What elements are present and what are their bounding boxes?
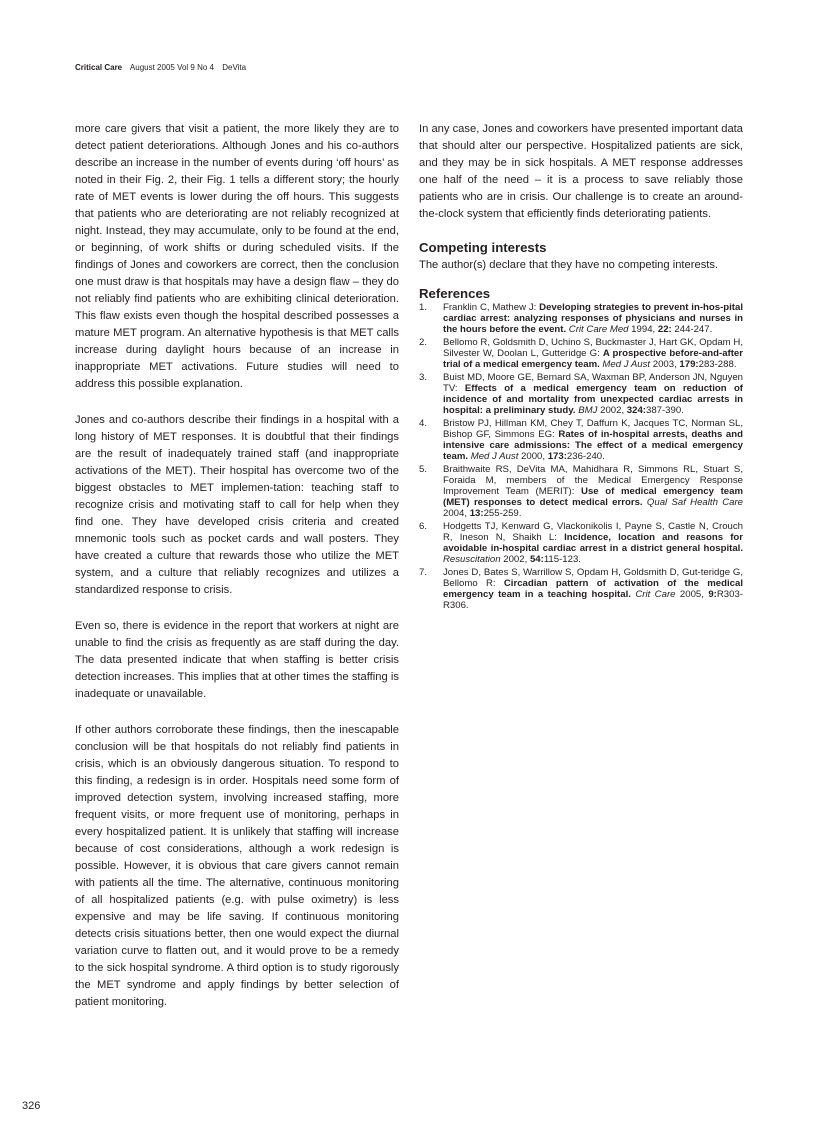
reference-authors: Bellomo R, Goldsmith D, Uchino S, Buckmaster J, Hart GK, Opdam H, Silvester W, Doolan L, Gutteridge G:	[443, 337, 743, 359]
body-paragraph: If other authors corroborate these findings, then the inescapable conclusion will be that hospitals do not reliably find patients in crisis, which is an obviously dangerous situation. To respond to this finding, a redesign is in order. Hospitals need some form of improved detection system, involving increased staffing, more frequent visits, or more frequent use of monitoring, perhaps in every hospitalized patient. It is unlikely that staffing will increase because of cost considerations, although a work redesign is possible. However, it is obvious that care givers cannot remain with patients all the time. The alternative, continuous monitoring of all hospitalized patients (e.g. with pulse oximetry) is less expensive and may be life saving. If continuous monitoring detects crisis situations better, then one would expect the diurnal variation curve to flatten out, and it would prove to be a remedy to the sick hospital syndrome. A third option is to study rigorously the MET syndrome and apply findings by better selection of patient monitoring.	[75, 724, 399, 1008]
reference-number: 5.	[419, 464, 428, 475]
reference-pages: 236-240.	[566, 451, 605, 462]
references-heading: References	[419, 286, 491, 301]
reference-year: 2005,	[675, 589, 709, 600]
reference-journal: Crit Care	[630, 589, 676, 600]
left-column	[75, 121, 399, 1030]
reference-authors: Braithwaite RS, DeVita MA, Mahidhara R, Simmons RL, Stuart S, Foraida M, members of the Medical Emergency Response Improvement Team (MERIT):	[443, 464, 743, 497]
reference-journal: Resuscitation	[443, 554, 501, 565]
issue-info: August 2005 Vol 9 No 4	[129, 63, 214, 72]
reference-year: 2003,	[650, 359, 680, 370]
header-author: DeVita	[222, 63, 247, 72]
reference-item	[419, 567, 743, 611]
reference-journal: Med J Aust	[599, 359, 651, 370]
reference-year: 2002,	[597, 405, 627, 416]
running-header	[75, 63, 246, 73]
reference-pages: 115-123.	[543, 554, 581, 565]
reference-authors: Bristow PJ, Hillman KM, Chey T, Daffurn K, Jacques TC, Norman SL, Bishop GF, Simmons EG:	[443, 418, 743, 440]
competing-interests-text: The author(s) declare that they have no competing interests.	[419, 259, 719, 271]
reference-year: 2004,	[443, 508, 470, 519]
reference-volume: 13:	[469, 508, 484, 519]
reference-year: 2000,	[518, 451, 548, 462]
competing-interests-heading: Competing interests	[419, 240, 547, 255]
reference-authors: Jones D, Bates S, Warrillow S, Opdam H, Goldsmith D, Gut-teridge G, Bellomo R:	[443, 567, 743, 589]
reference-title: Developing strategies to prevent in-hos-pital cardiac arrest: analyzing responses of physicians and nurses in the hours before the event.	[443, 302, 743, 335]
reference-journal: Qual Saf Health Care	[642, 497, 743, 508]
reference-volume: 324:	[626, 405, 646, 416]
body-paragraph: In any case, Jones and coworkers have presented important data that should alter our perspective. Hospitalized patients are sick, and they may be in sick hospitals. A MET response addresses one half of the need – it is a process to save reliably those patients who are in crisis. Our challenge is to create an around-the-clock system that efficiently finds deteriorating patients.	[419, 123, 744, 220]
reference-number: 3.	[419, 372, 428, 383]
reference-number: 1.	[419, 302, 428, 313]
reference-journal: Crit Care Med	[566, 324, 629, 335]
right-column	[419, 121, 743, 613]
reference-year: 1994,	[628, 324, 658, 335]
reference-journal: BMJ	[575, 405, 598, 416]
reference-title: Use of medical emergency team (MET) responses to detect medical errors.	[443, 486, 743, 508]
reference-volume: 9:	[708, 589, 717, 600]
reference-item	[419, 418, 743, 462]
reference-number: 7.	[419, 567, 428, 578]
body-paragraph: Jones and co-authors describe their findings in a hospital with a long history of MET responses. It is doubtful that their findings are the result of inadequately trained staff (and inappropriate activations of the MET). Their hospital has overcome two of the biggest obstacles to MET implemen-tation: teaching staff to recognize crisis and motivating staff to call for help when they find one. They have developed crisis criteria and created mnemonic tools such as pocket cards and wall posters. They have created a culture that rewards those who utilize the MET system, and a culture that reliably recognizes and utilizes a standardized response to crisis.	[75, 414, 399, 596]
reference-title: Circadian pattern of activation of the medical emergency team in a teaching hospital.	[443, 578, 743, 600]
reference-authors: Buist MD, Moore GE, Bernard SA, Waxman BP, Anderson JN, Nguyen TV:	[443, 372, 743, 394]
reference-volume: 22:	[657, 324, 672, 335]
reference-number: 2.	[419, 337, 428, 348]
reference-year: 2002,	[500, 554, 530, 565]
reference-authors: Hodgetts TJ, Kenward G, Vlackonikolis I, Payne S, Castle N, Crouch R, Ineson N, Shaikh L:	[443, 521, 743, 543]
reference-item	[419, 464, 743, 519]
reference-item	[419, 337, 743, 370]
reference-pages: 283-288.	[698, 359, 737, 370]
reference-volume: 54:	[529, 554, 544, 565]
body-paragraph: Even so, there is evidence in the report that workers at night are unable to find the crisis as frequently as are staff during the day. The data presented indicate that when staffing is better crisis detection increases. This implies that at other times the staffing is inadequate or unavailable.	[75, 620, 399, 700]
reference-title: A prospective before-and-after trial of a medical emergency team.	[443, 348, 743, 370]
page-number: 326	[22, 1100, 41, 1112]
reference-volume: 173:	[547, 451, 567, 462]
reference-title: Effects of a medical emergency team on reduction of incidence of and mortality from unexpected cardiac arrests in hospital: a preliminary study.	[443, 383, 744, 416]
reference-item	[419, 521, 743, 565]
reference-pages: 255-259.	[483, 508, 522, 519]
reference-list	[419, 302, 743, 611]
reference-volume: 179:	[679, 359, 699, 370]
reference-item	[419, 372, 743, 416]
reference-authors: Franklin C, Mathew J:	[443, 302, 540, 313]
reference-journal: Med J Aust	[468, 451, 519, 462]
reference-title: Rates of in-hospital arrests, deaths and intensive care admissions: The effect of a medical emergency team.	[443, 429, 743, 462]
reference-pages: R303-R306.	[443, 589, 744, 611]
reference-title: Incidence, location and reasons for avoidable in-hospital cardiac arrest in a district general hospital.	[443, 532, 744, 554]
body-paragraph: more care givers that visit a patient, the more likely they are to detect patient deteriorations. Although Jones and his co-authors describe an increase in the number of events during ‘off hours’ as noted in their Fig. 2, their Fig. 1 tells a different story; the hourly rate of MET events is lower during the off hours. This suggests that patients who are deteriorating are not reliably recognized at night. Instead, they may accumulate, only to be found at the end, or beginning, of work shifts or during scheduled visits. If the findings of Jones and coworkers are correct, then the conclusion one must draw is that hospitals may have a design flaw – they do not reliably find patients who are exhibiting clinical deterioration. This flaw exists even though the hospital described possesses a mature MET program. An alternative hypothesis is that MET calls increase during daylight hours because of an increase in inappropriate MET activations. Future studies will need to address this possible explanation.	[75, 123, 399, 390]
reference-number: 6.	[419, 521, 428, 532]
journal-name: Critical Care	[75, 63, 123, 72]
reference-pages: 387-390.	[645, 405, 684, 416]
reference-item	[419, 302, 743, 335]
reference-number: 4.	[419, 418, 428, 429]
reference-pages: 244-247.	[671, 324, 713, 335]
